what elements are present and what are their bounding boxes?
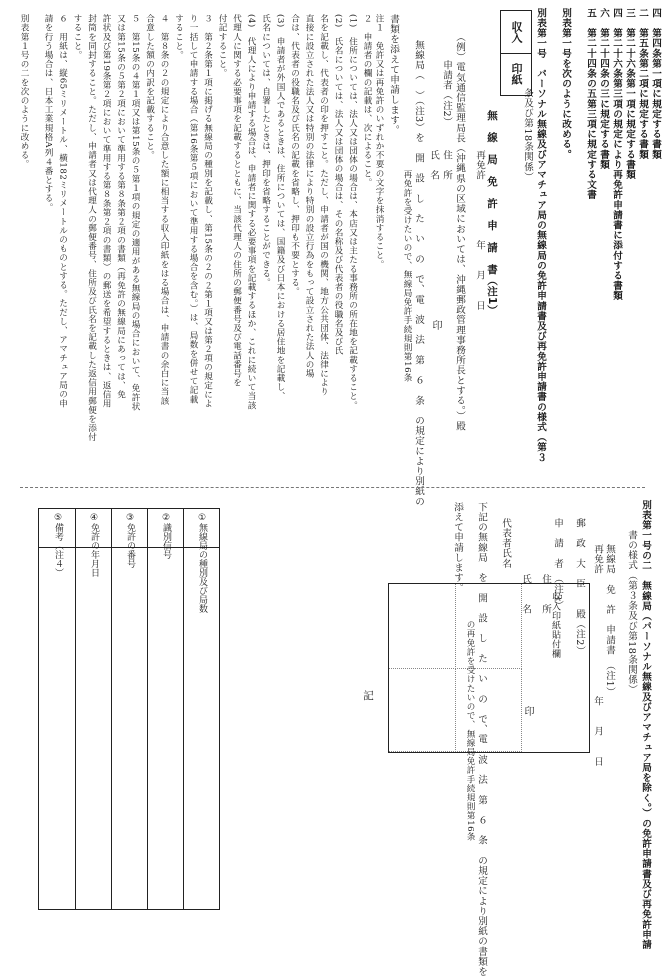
form1-date: 年 月 日 xyxy=(474,240,485,311)
table-header-cell: ⑤備考（注４） xyxy=(53,513,63,577)
table-header-cell: ①無線局の種別及び局数 xyxy=(197,513,207,613)
form1-addressee: （例）電気通信監理局長（沖縄県の区域においては、沖縄郵政管理事務所長とする。）殿 xyxy=(454,32,465,432)
form2-name-label: 氏 名 xyxy=(520,574,531,615)
top-item: 四 第二十六条第三項の規定により再免許申請書に添付する書類 xyxy=(611,8,622,301)
note-line: ５ 第15条の４第１項又は第15条の５第１項の規定の適用がある無線局の場合において、免許状 xyxy=(130,14,140,411)
form1-applicant-note: 申請者（注2） xyxy=(441,60,452,128)
table-header-cell: ④免許の年月日 xyxy=(89,513,99,577)
form1-addr-label: 住 所 xyxy=(441,150,452,181)
form1-footer: 別表第１号の二を次のように改める。 xyxy=(19,14,29,169)
note-line: すること。 xyxy=(72,14,82,60)
note-line: 又は第15条の５第２項において準用する第８条第２項の書類（再免許の無線局にあっては、免 xyxy=(115,14,126,400)
note-line: ４ 第８条の２の規定により合意した額に相当する収入印紙をはる場合は、申請書の余白に当該 xyxy=(159,14,169,406)
form1-attach-line: 書類を添えて申請します。 xyxy=(388,14,399,136)
top-item: 四 第四条第一項に規定する書類 xyxy=(650,8,661,160)
table-column-divider xyxy=(111,509,112,909)
note-line: ２ 申請者の欄の記載は、次によること。 xyxy=(362,14,372,187)
form1-request-line: 無線局（ ）（注3）を 開 設 し た い の で、電 波 法 第 ６ 条 の規定により別紙の xyxy=(413,40,424,507)
form2-minister: 郵 政 大 臣 殿（注2） xyxy=(574,518,585,656)
stamp-label-top: 収入 xyxy=(501,11,531,54)
table-header-cell: ②識別信号 xyxy=(161,513,171,559)
form1-request-line2: 再免許を受けたいので、無線局免許手続規則第16条 xyxy=(402,170,412,383)
top-item: 三 第二十六条第一項に規定する書類 xyxy=(624,8,635,180)
top-item: 五 第二十四条の五第三項に規定する文書 xyxy=(585,8,596,200)
form2-heading-cont: 書の様式（第３条及び第18条関係） xyxy=(626,530,637,695)
note-line: 合意した額の内訳を記載すること。 xyxy=(144,14,155,160)
table-header-cell: ③免許の番号 xyxy=(125,513,135,568)
top-item: 六 第二十四条の三に規定する書類 xyxy=(598,8,609,170)
top-item: 別表第一号を次のように改める。 xyxy=(560,8,571,160)
form2-attach-line: 添えて申請します。 xyxy=(452,502,463,593)
form2-ki: 記 xyxy=(362,690,374,701)
form1-title-sub: 再免許 xyxy=(474,150,485,181)
form2-date: 年 月 日 xyxy=(592,696,603,767)
note-line: 直接に設立された法人又は特別の法律により特別の設立行為をもって設立された法人の場 xyxy=(304,14,314,378)
note-line: (1) 住所については、法人又は団体の場合は、本店又は主たる事務所の所在地を記載すること。 xyxy=(347,14,358,410)
note-line: (2) 氏名については、法人又は団体の場合は、その名称及び代表者の役職名及び氏 xyxy=(333,14,343,356)
stamp-grid-caption: 収入印紙貼付欄 xyxy=(550,592,560,659)
note-line: 許状及び第19条第２項において準用する第８条第２項の書類）の郵送を希望するときは、返信用 xyxy=(101,14,111,409)
note-line: 氏名については、自署したときは、押印を省略することができる。 xyxy=(260,14,271,287)
note-line: ６ 用紙は、縦65ミリメートル、横182ミリメートルのものとする。ただし、アマチュア局の申 xyxy=(57,14,68,408)
note-line: 請を行う場合は、日本工業規格A列４番とする。 xyxy=(43,14,53,212)
note-line: 封筒を同封すること。ただし、申請者又は代理人の郵便番号、住所及び氏名を記載した返信用郵便を添付 xyxy=(86,14,97,442)
form2-addr-label: 住 所 xyxy=(540,574,551,615)
form1-heading: 別表第一号 パーソナル無線及びアマチュア局の無線局の免許申請書及び再免許申請書の様式（第３ xyxy=(535,8,546,463)
stamp-label-bottom: 印紙 xyxy=(510,63,523,85)
note-line: 代理人に関する必要事項を記載するとともに、当該代理人の住所の郵便番号及び電話番号を xyxy=(231,14,242,388)
note-line: 合は、代表者の役職名及び氏名の記載を省略し、押印も不要とする。 xyxy=(289,14,300,297)
note-line: ３ 第２条第１項に掲げる無線局の種別を記載し、第15条の２の２第１項又は第２項の規定によ xyxy=(202,14,213,409)
form1-title: 無 線 局 免 許 申 請 書（注1） xyxy=(486,110,498,316)
form2-title-sub: 再免許 xyxy=(592,544,603,575)
form2-rep-label: 代表者氏名 xyxy=(500,518,511,569)
top-item: 二 第五条第二項に規定する書類 xyxy=(637,8,648,160)
form1-notes-head: 注１ 免許又は再免許のいずれか不要の文字を抹消すること。 xyxy=(374,14,384,269)
form2-seal: 印 xyxy=(522,706,533,716)
page-divider xyxy=(20,487,645,488)
note-line: (3) 申請者が外国人であるときは、住所については、国籍及び日本における居住地を記載し、 xyxy=(275,14,285,401)
note-line: (4) 代理人により申請する場合は、申請者に関する必要事項を記載するほか、これに続いて当該 xyxy=(246,14,256,410)
form2-title: 無線局 免 許 申請書 （注1） xyxy=(604,544,615,698)
note-line: 名を記載し、代表者の印を押すこと。ただし、申請者が国の機関、地方公共団体、法律により xyxy=(318,14,329,397)
station-table xyxy=(38,508,220,910)
table-column-divider xyxy=(147,509,148,909)
note-line: り一括して申請する場合（第16条第５項において準用する場合を含む。）は、局数を併せて記載 xyxy=(188,14,198,404)
note-line: 付記すること。 xyxy=(217,14,227,78)
form1-heading-cont: 条及び第18条関係） xyxy=(522,88,533,183)
revenue-stamp-box xyxy=(500,10,532,96)
form2-applicant: 申 請 者 （注3） xyxy=(552,518,563,611)
table-column-divider xyxy=(183,509,184,909)
form1-seal: 印 xyxy=(430,320,441,330)
table-column-divider xyxy=(75,509,76,909)
form2-request-line: 下記の無線局 を 開 設 し た い の で、電 波 法 第 ６ 条 の規定により別紙の書類を xyxy=(476,502,487,977)
revenue-stamp-grid xyxy=(388,583,590,753)
form1-name-label: 氏 名 xyxy=(428,150,439,181)
form2-request-line2: の再免許を受けたいので、無線局免許手続規則第16条 xyxy=(465,620,475,842)
form2-heading: 別表第一号の二 無線局（パーソナル無線及びアマチュア局を除く。）の免許申請書及び再免許申請 xyxy=(640,500,651,950)
note-line: すること。 xyxy=(173,14,184,60)
